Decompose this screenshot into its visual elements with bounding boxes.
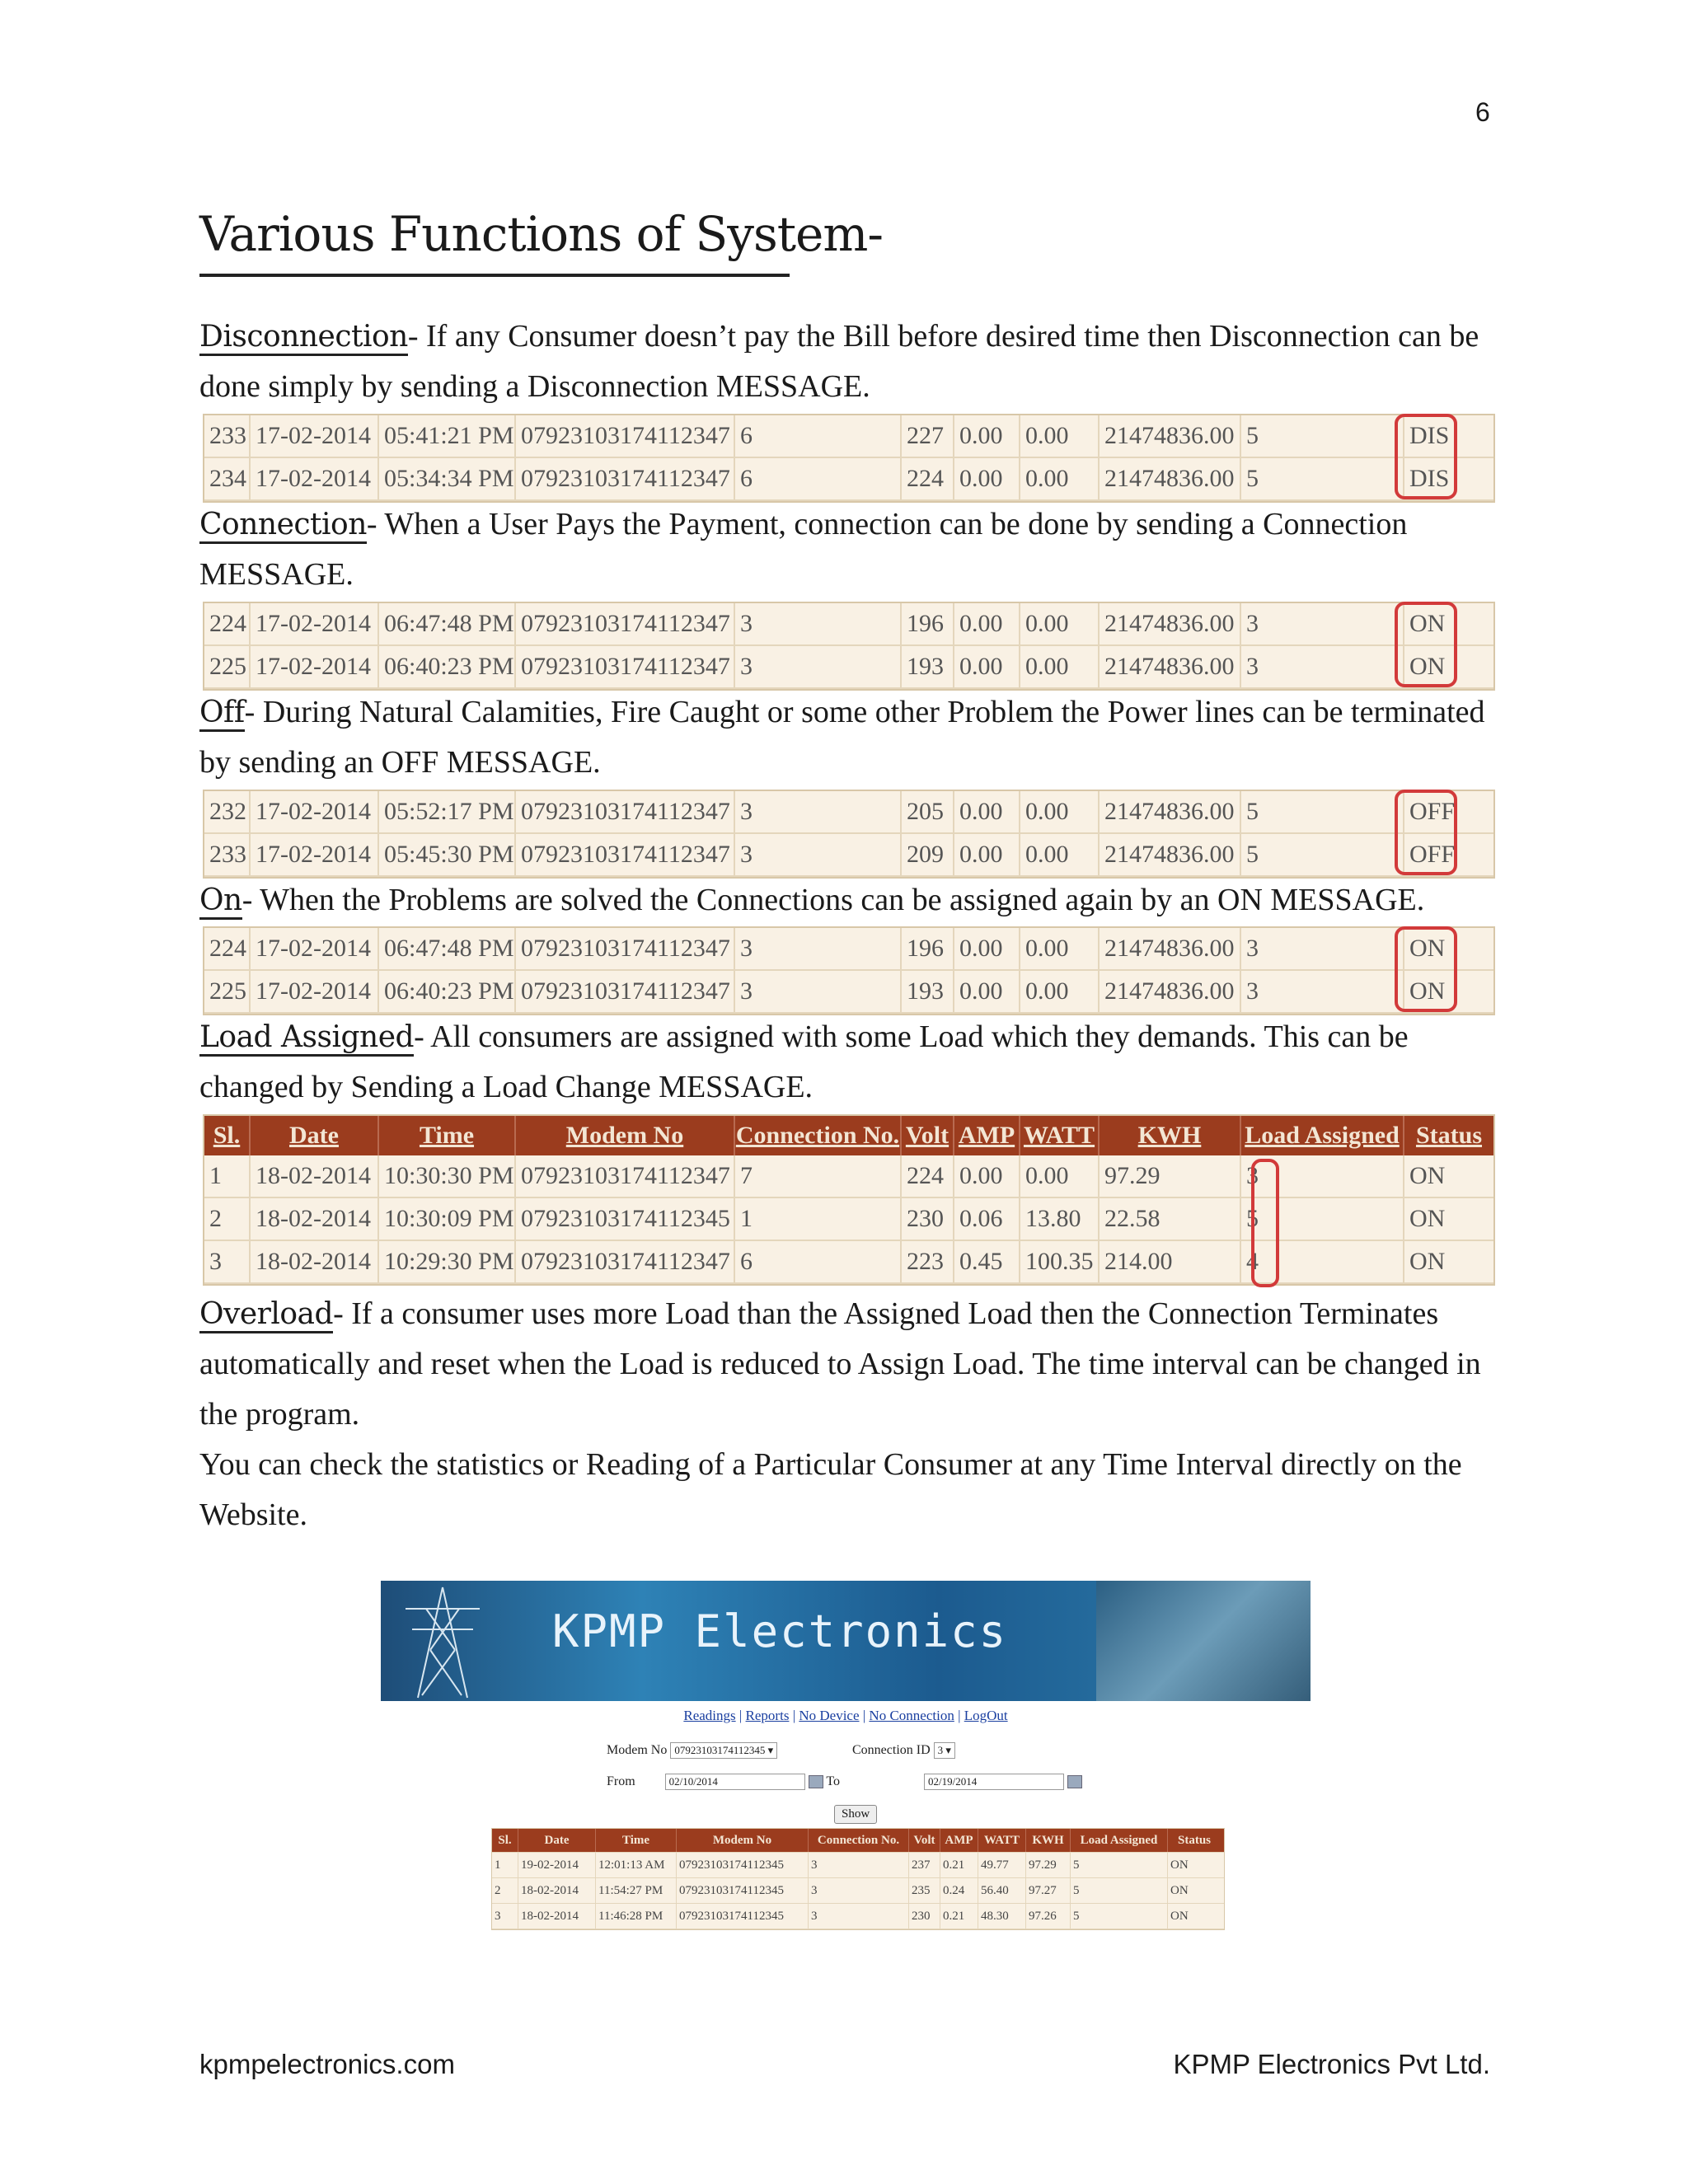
header-watt: WATT <box>1020 1116 1100 1155</box>
modem-row <box>607 1742 777 1759</box>
cell-connection: 3 <box>809 1904 909 1929</box>
from-date-input[interactable]: 02/10/2014 <box>665 1774 805 1790</box>
site-banner <box>381 1581 1311 1701</box>
header-modem: Modem No <box>677 1829 809 1852</box>
cell-kwh: 21474836.00 <box>1100 646 1241 687</box>
cell-volt: 227 <box>902 415 954 457</box>
cell-amp: 0.00 <box>954 603 1020 644</box>
cell-amp: 0.21 <box>940 1904 978 1929</box>
cell-sl: 2 <box>492 1878 518 1903</box>
cell-time: 11:46:28 PM <box>596 1904 677 1929</box>
disconnection-row <box>204 415 1493 458</box>
cell-connection: 3 <box>735 791 902 832</box>
cell-load: 5 <box>1241 834 1404 875</box>
cell-kwh: 97.29 <box>1026 1853 1071 1877</box>
to-label: To <box>826 1774 841 1788</box>
cell-date: 17-02-2014 <box>251 646 379 687</box>
cell-volt: 196 <box>902 603 954 644</box>
cell-load: 5 <box>1071 1853 1168 1877</box>
cell-connection: 3 <box>809 1853 909 1877</box>
status-highlight <box>1395 602 1457 687</box>
cell-connection: 3 <box>735 646 902 687</box>
header-time: Time <box>379 1116 516 1155</box>
readings-row <box>492 1878 1224 1904</box>
cell-load: 3 <box>1241 646 1404 687</box>
cell-amp: 0.00 <box>954 791 1020 832</box>
connection-row <box>852 1742 955 1759</box>
cell-status: OFF <box>1409 841 1456 868</box>
readings-table <box>491 1828 1225 1930</box>
on-table <box>203 926 1495 1015</box>
cell-load: 5 <box>1241 458 1404 499</box>
cell-watt: 13.80 <box>1020 1198 1100 1240</box>
cell-amp: 0.06 <box>954 1198 1020 1240</box>
site-nav: Readings | Reports | No Device | No Connection | LogOut <box>683 1708 1008 1723</box>
nav-readings[interactable]: Readings <box>683 1708 736 1723</box>
cell-watt: 0.00 <box>1020 1155 1100 1197</box>
cell-load: 5 <box>1071 1904 1168 1929</box>
modem-label: Modem No <box>607 1743 668 1757</box>
cell-kwh: 97.27 <box>1026 1878 1071 1903</box>
cell-connection: 6 <box>735 458 902 499</box>
cell-sl: 234 <box>204 458 251 499</box>
cell-time: 12:01:13 AM <box>596 1853 677 1877</box>
cell-sl: 232 <box>204 791 251 832</box>
cell-kwh: 22.58 <box>1100 1198 1241 1240</box>
cell-status: ON <box>1170 1858 1189 1872</box>
cell-volt: 196 <box>902 928 954 969</box>
cell-volt: 237 <box>909 1853 940 1877</box>
cell-kwh: 21474836.00 <box>1100 834 1241 875</box>
off-row <box>204 791 1493 834</box>
status-highlight <box>1395 790 1457 875</box>
cell-date: 17-02-2014 <box>251 834 379 875</box>
cell-status: DIS <box>1409 422 1450 449</box>
cell-kwh: 97.29 <box>1100 1155 1241 1197</box>
banner-title: KPMP Electronics <box>552 1605 1008 1657</box>
cell-modem: 07923103174112345 <box>677 1878 809 1903</box>
cell-status: ON <box>1409 1205 1446 1232</box>
cell-modem: 07923103174112347 <box>516 458 735 499</box>
header-connection: Connection No. <box>809 1829 909 1852</box>
cell-amp: 0.00 <box>954 646 1020 687</box>
cell-sl: 224 <box>204 603 251 644</box>
table-header <box>204 1116 1493 1155</box>
cell-load: 3 <box>1241 971 1404 1012</box>
nav-reports[interactable]: Reports <box>745 1708 790 1723</box>
cell-connection: 3 <box>735 971 902 1012</box>
nav-no-device[interactable]: No Device <box>799 1708 860 1723</box>
cell-amp: 0.00 <box>954 458 1020 499</box>
cell-watt: 0.00 <box>1020 928 1100 969</box>
cell-time: 10:30:09 PM <box>379 1198 516 1240</box>
disconnection-row <box>204 458 1493 501</box>
on-text: - When the Problems are solved the Connections can be assigned again by an ON MESSAGE. <box>241 883 1425 917</box>
to-date-input[interactable]: 02/19/2014 <box>924 1774 1064 1790</box>
cell-sl: 3 <box>204 1241 251 1282</box>
header-modem: Modem No <box>516 1116 735 1155</box>
connection-row <box>204 603 1493 646</box>
cell-load: 4 <box>1241 1241 1404 1282</box>
cell-time: 05:34:34 PM <box>379 458 516 499</box>
cell-load: 5 <box>1241 791 1404 832</box>
cell-modem: 07923103174112345 <box>516 1198 735 1240</box>
cell-status: ON <box>1409 935 1446 962</box>
cell-watt: 0.00 <box>1020 603 1100 644</box>
connection-paragraph <box>199 499 1493 600</box>
cell-sl: 2 <box>204 1198 251 1240</box>
cell-load: 5 <box>1241 1198 1404 1240</box>
cell-kwh: 21474836.00 <box>1100 928 1241 969</box>
load-text: - All consumers are assigned with some Load which they demands. This can be changed by Sending a Load Change MESSAGE. <box>199 1019 1409 1104</box>
table-header <box>492 1829 1224 1853</box>
cell-watt: 0.00 <box>1020 415 1100 457</box>
cell-status: ON <box>1409 1248 1446 1275</box>
statistics-paragraph: You can check the statistics or Reading of a Particular Consumer at any Time Interval directly on the Website. <box>199 1447 1462 1532</box>
disconnection-text: - If any Consumer doesn’t pay the Bill before desired time then Disconnection can be done simply by sending a Disconnection MESSAGE. <box>199 319 1479 404</box>
cell-watt: 0.00 <box>1020 834 1100 875</box>
overload-paragraph <box>199 1289 1493 1440</box>
connection-id-label: Connection ID <box>852 1743 931 1757</box>
cell-time: 06:40:23 PM <box>379 971 516 1012</box>
cell-modem: 07923103174112347 <box>516 415 735 457</box>
cell-date: 18-02-2014 <box>518 1878 596 1903</box>
cell-modem: 07923103174112345 <box>677 1853 809 1877</box>
cell-volt: 224 <box>902 1155 954 1197</box>
cell-kwh: 21474836.00 <box>1100 791 1241 832</box>
header-amp: AMP <box>954 1116 1020 1155</box>
cell-modem: 07923103174112347 <box>516 971 735 1012</box>
calendar-icon[interactable] <box>809 1775 823 1788</box>
cell-watt: 0.00 <box>1020 458 1100 499</box>
on-paragraph <box>199 875 1493 926</box>
cell-amp: 0.00 <box>954 971 1020 1012</box>
substation-image <box>1096 1581 1311 1701</box>
cell-date: 17-02-2014 <box>251 415 379 457</box>
website-screenshot <box>381 1581 1311 1935</box>
header-date: Date <box>251 1116 379 1155</box>
cell-volt: 230 <box>902 1198 954 1240</box>
off-text: - During Natural Calamities, Fire Caught or some other Problem the Power lines can be terminated by sending an OFF MESSAGE. <box>199 695 1485 780</box>
show-button[interactable]: Show <box>834 1805 877 1824</box>
cell-kwh: 21474836.00 <box>1100 603 1241 644</box>
cell-status: ON <box>1409 653 1446 680</box>
cell-time: 06:40:23 PM <box>379 646 516 687</box>
cell-load: 5 <box>1241 415 1404 457</box>
cell-amp: 0.24 <box>940 1878 978 1903</box>
nav-no-connection[interactable]: No Connection <box>869 1708 954 1723</box>
header-watt: WATT <box>978 1829 1026 1852</box>
load-row <box>204 1155 1493 1198</box>
cell-date: 17-02-2014 <box>251 928 379 969</box>
cell-load: 3 <box>1241 1155 1404 1197</box>
power-tower-icon <box>397 1584 488 1699</box>
page-title: Various Functions of System- <box>199 206 790 277</box>
load-table <box>203 1114 1495 1286</box>
disconnection-paragraph <box>199 312 1493 412</box>
header-time: Time <box>596 1829 677 1852</box>
cell-volt: 209 <box>902 834 954 875</box>
cell-sl: 1 <box>492 1853 518 1877</box>
cell-sl: 225 <box>204 646 251 687</box>
cell-load: 3 <box>1241 603 1404 644</box>
on-row <box>204 928 1493 971</box>
cell-time: 06:47:48 PM <box>379 603 516 644</box>
cell-time: 11:54:27 PM <box>596 1878 677 1903</box>
cell-sl: 233 <box>204 415 251 457</box>
cell-modem: 07923103174112347 <box>516 834 735 875</box>
cell-amp: 0.45 <box>954 1241 1020 1282</box>
off-term: Off <box>199 696 245 732</box>
header-volt: Volt <box>902 1116 954 1155</box>
cell-date: 18-02-2014 <box>251 1155 379 1197</box>
page-number: 6 <box>1475 97 1490 127</box>
cell-amp: 0.00 <box>954 834 1020 875</box>
cell-volt: 224 <box>902 458 954 499</box>
cell-time: 06:47:48 PM <box>379 928 516 969</box>
off-table <box>203 790 1495 879</box>
off-row <box>204 834 1493 877</box>
cell-date: 17-02-2014 <box>251 603 379 644</box>
header-sl: Sl. <box>204 1116 251 1155</box>
cell-watt: 49.77 <box>978 1853 1026 1877</box>
from-row <box>607 1774 1082 1790</box>
cell-kwh: 97.26 <box>1026 1904 1071 1929</box>
header-kwh: KWH <box>1100 1116 1241 1155</box>
header-date: Date <box>518 1829 596 1852</box>
load-paragraph <box>199 1012 1493 1113</box>
connection-row <box>204 646 1493 689</box>
cell-connection: 3 <box>809 1878 909 1903</box>
load-term: Load Assigned <box>199 1020 414 1057</box>
cell-volt: 235 <box>909 1878 940 1903</box>
cell-sl: 3 <box>492 1904 518 1929</box>
cell-date: 17-02-2014 <box>251 458 379 499</box>
cell-date: 17-02-2014 <box>251 791 379 832</box>
cell-volt: 223 <box>902 1241 954 1282</box>
cell-volt: 193 <box>902 971 954 1012</box>
cell-kwh: 21474836.00 <box>1100 971 1241 1012</box>
cell-watt: 0.00 <box>1020 791 1100 832</box>
header-load: Load Assigned <box>1241 1116 1404 1155</box>
cell-watt: 0.00 <box>1020 646 1100 687</box>
overload-text: - If a consumer uses more Load than the Assigned Load then the Connection Terminates automatically and reset when the Load is reduced to Assign Load. The time interval can be changed in the program. <box>199 1296 1481 1432</box>
status-highlight <box>1395 926 1457 1012</box>
header-status: Status <box>1177 1833 1211 1847</box>
cell-time: 05:45:30 PM <box>379 834 516 875</box>
cell-amp: 0.00 <box>954 928 1020 969</box>
cell-amp: 0.00 <box>954 415 1020 457</box>
disconnection-table <box>203 414 1495 503</box>
off-paragraph <box>199 687 1493 788</box>
footer-company: KPMP Electronics Pvt Ltd. <box>1173 2049 1490 2079</box>
cell-connection: 7 <box>735 1155 902 1197</box>
connection-text: - When a User Pays the Payment, connection can be done by sending a Connection MESSAGE. <box>199 507 1408 592</box>
header-kwh: KWH <box>1026 1829 1071 1852</box>
cell-watt: 100.35 <box>1020 1241 1100 1282</box>
overload-term: Overload <box>199 1297 333 1333</box>
connection-table <box>203 602 1495 691</box>
cell-date: 18-02-2014 <box>518 1904 596 1929</box>
cell-connection: 6 <box>735 1241 902 1282</box>
cell-sl: 224 <box>204 928 251 969</box>
cell-date: 18-02-2014 <box>251 1198 379 1240</box>
on-row <box>204 971 1493 1014</box>
cell-modem: 07923103174112347 <box>516 791 735 832</box>
cell-sl: 1 <box>204 1155 251 1197</box>
cell-connection: 3 <box>735 928 902 969</box>
cell-kwh: 21474836.00 <box>1100 458 1241 499</box>
cell-amp: 0.00 <box>954 1155 1020 1197</box>
cell-connection: 1 <box>735 1198 902 1240</box>
cell-status: DIS <box>1409 465 1450 492</box>
cell-sl: 225 <box>204 971 251 1012</box>
header-connection: Connection No. <box>735 1116 902 1155</box>
cell-date: 17-02-2014 <box>251 971 379 1012</box>
readings-row <box>492 1904 1224 1929</box>
cell-load: 5 <box>1071 1878 1168 1903</box>
cell-status: ON <box>1409 977 1446 1005</box>
load-row <box>204 1241 1493 1284</box>
cell-connection: 3 <box>735 603 902 644</box>
cell-modem: 07923103174112347 <box>516 1241 735 1282</box>
cell-modem: 07923103174112347 <box>516 1155 735 1197</box>
cell-watt: 48.30 <box>978 1904 1026 1929</box>
cell-kwh: 214.00 <box>1100 1241 1241 1282</box>
cell-volt: 230 <box>909 1904 940 1929</box>
on-term: On <box>199 883 242 920</box>
cell-kwh: 21474836.00 <box>1100 415 1241 457</box>
cell-watt: 56.40 <box>978 1878 1026 1903</box>
header-load: Load Assigned <box>1071 1829 1168 1852</box>
cell-amp: 0.21 <box>940 1853 978 1877</box>
cell-watt: 0.00 <box>1020 971 1100 1012</box>
cell-status: ON <box>1409 610 1446 637</box>
from-label: From <box>607 1774 635 1788</box>
header-amp: AMP <box>940 1829 978 1852</box>
disconnection-term: Disconnection <box>199 320 408 356</box>
cell-date: 18-02-2014 <box>251 1241 379 1282</box>
cell-modem: 07923103174112347 <box>516 928 735 969</box>
cell-time: 05:41:21 PM <box>379 415 516 457</box>
cell-sl: 233 <box>204 834 251 875</box>
cell-connection: 3 <box>735 834 902 875</box>
cell-time: 05:52:17 PM <box>379 791 516 832</box>
cell-time: 10:29:30 PM <box>379 1241 516 1282</box>
cell-status: ON <box>1409 1162 1446 1189</box>
calendar-icon[interactable] <box>1067 1775 1082 1788</box>
status-highlight <box>1395 414 1457 499</box>
cell-modem: 07923103174112347 <box>516 646 735 687</box>
header-volt: Volt <box>909 1829 940 1852</box>
cell-status: ON <box>1170 1883 1189 1897</box>
cell-volt: 205 <box>902 791 954 832</box>
header-sl: Sl. <box>492 1829 518 1852</box>
connection-id-select[interactable]: 3 ▾ <box>934 1742 955 1759</box>
nav-logout[interactable]: LogOut <box>964 1708 1008 1723</box>
cell-status: OFF <box>1409 798 1456 825</box>
cell-time: 10:30:30 PM <box>379 1155 516 1197</box>
cell-connection: 6 <box>735 415 902 457</box>
modem-select[interactable]: 07923103174112345 ▾ <box>670 1742 777 1759</box>
header-status: Status <box>1415 1122 1483 1149</box>
connection-term: Connection <box>199 508 367 544</box>
cell-volt: 193 <box>902 646 954 687</box>
cell-load: 3 <box>1241 928 1404 969</box>
readings-row <box>492 1853 1224 1878</box>
load-highlight <box>1251 1159 1279 1287</box>
cell-modem: 07923103174112347 <box>516 603 735 644</box>
cell-date: 19-02-2014 <box>518 1853 596 1877</box>
cell-status: ON <box>1170 1909 1189 1923</box>
cell-modem: 07923103174112345 <box>677 1904 809 1929</box>
footer-website: kpmpelectronics.com <box>199 2049 455 2079</box>
load-row <box>204 1198 1493 1241</box>
